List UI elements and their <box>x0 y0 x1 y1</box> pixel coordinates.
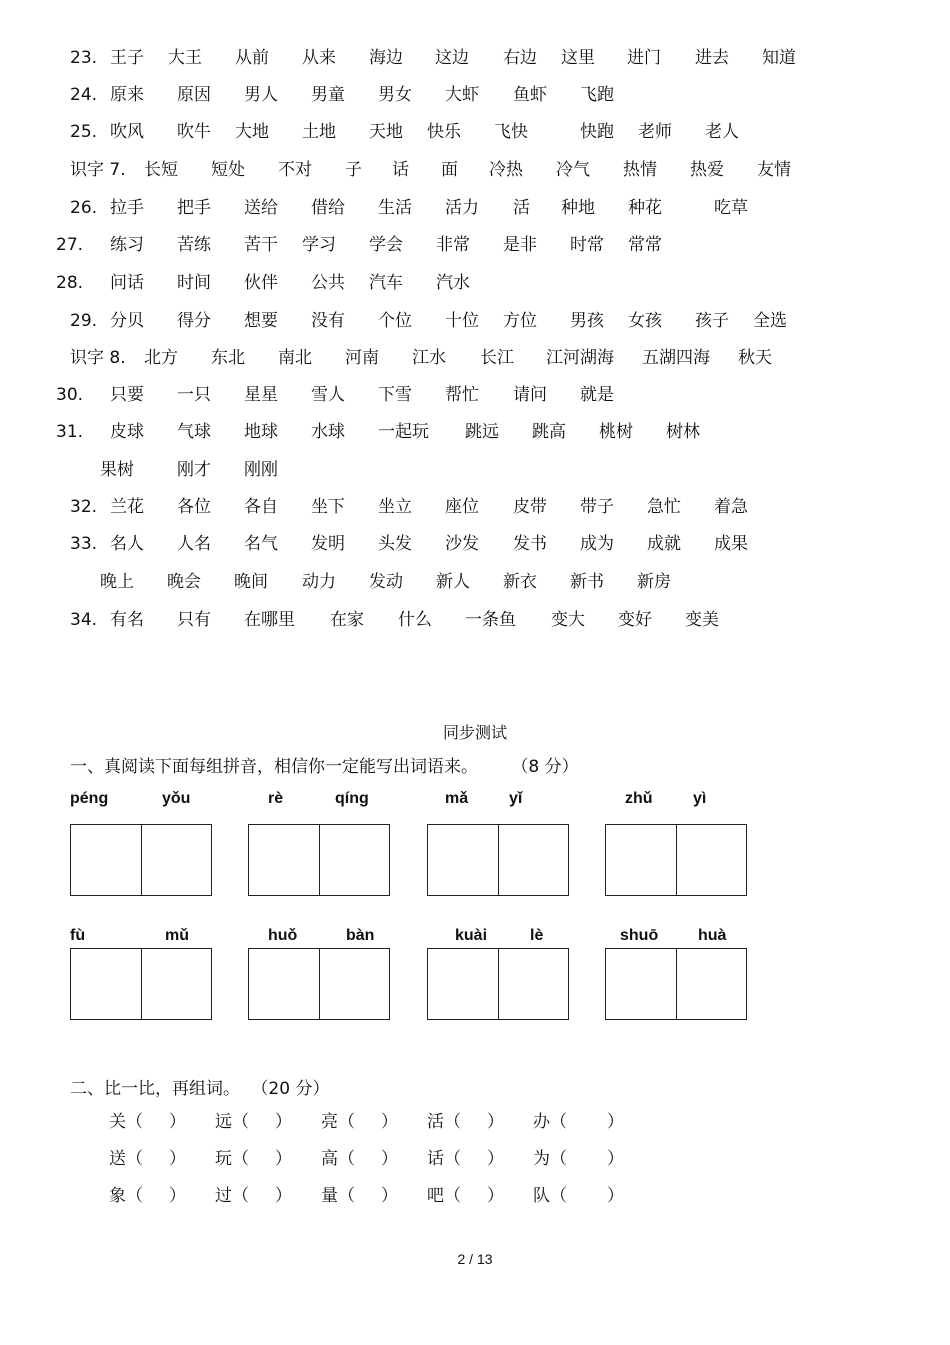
paren-open: （ <box>550 1112 567 1132</box>
paren-close: ） <box>275 1112 292 1132</box>
vocab-word: 飞跑 <box>580 85 614 105</box>
vocab-row-label: 31. <box>56 422 84 442</box>
vocab-word: 皮带 <box>513 497 547 517</box>
vocab-word: 女孩 <box>628 311 662 331</box>
writing-cell[interactable] <box>428 949 498 1019</box>
paren-open: （ <box>232 1186 249 1206</box>
vocab-word: 在家 <box>330 610 364 630</box>
vocab-word: 苦干 <box>244 235 278 255</box>
vocab-word: 从来 <box>302 48 336 68</box>
vocab-row-label: 29. <box>70 311 98 331</box>
vocab-word: 生活 <box>378 198 412 218</box>
vocab-word: 晚上 <box>100 572 134 592</box>
vocab-word: 快跑 <box>580 122 614 142</box>
paren-close: ） <box>169 1112 186 1132</box>
writing-box <box>605 948 747 1020</box>
vocab-word: 北方 <box>144 348 178 368</box>
writing-cell[interactable] <box>249 825 319 895</box>
vocab-word: 刚刚 <box>244 460 278 480</box>
vocab-row-r25 <box>0 120 950 144</box>
compare-item <box>109 1107 186 1132</box>
pinyin-syllable: péng <box>70 790 109 807</box>
vocab-row-label: 23. <box>70 48 98 68</box>
vocab-row-r23 <box>0 46 950 70</box>
vocab-word: 雪人 <box>311 385 345 405</box>
compare-item <box>109 1144 186 1169</box>
vocab-word: 活力 <box>445 198 479 218</box>
paren-close: ） <box>381 1186 398 1206</box>
vocab-word: 天地 <box>369 122 403 142</box>
vocab-word: 成为 <box>580 534 614 554</box>
vocab-word: 时常 <box>570 235 604 255</box>
vocab-row-label: 识字 7. <box>70 160 126 180</box>
vocab-word: 老人 <box>705 122 739 142</box>
paren-open: （ <box>550 1186 567 1206</box>
compare-char: 送 <box>109 1149 126 1169</box>
vocab-word: 汽水 <box>436 273 470 293</box>
writing-cell[interactable] <box>71 825 141 895</box>
paren-close: ） <box>169 1186 186 1206</box>
vocab-word: 这边 <box>435 48 469 68</box>
writing-cell[interactable] <box>677 949 747 1019</box>
vocab-row-r26 <box>0 196 950 220</box>
compare-item <box>321 1181 398 1206</box>
compare-item <box>321 1144 398 1169</box>
vocab-word: 常常 <box>628 235 662 255</box>
pinyin-syllable: mǎ <box>445 790 469 807</box>
vocab-word: 南北 <box>278 348 312 368</box>
vocab-word: 气球 <box>177 422 211 442</box>
writing-cell[interactable] <box>677 825 747 895</box>
vocab-word: 长短 <box>144 160 178 180</box>
vocab-word: 只要 <box>110 385 144 405</box>
paren-close: ） <box>487 1186 504 1206</box>
vocab-word: 男女 <box>378 85 412 105</box>
vocab-word: 得分 <box>177 311 211 331</box>
paren-open: （ <box>126 1149 143 1169</box>
compare-char: 量 <box>321 1186 338 1206</box>
question-1-text: 一、真阅读下面每组拼音，相信你一定能写出词语来。 <box>70 757 478 777</box>
vocab-word: 坐下 <box>311 497 345 517</box>
vocab-word: 送给 <box>244 198 278 218</box>
compare-char: 活 <box>427 1112 444 1132</box>
vocab-word: 右边 <box>503 48 537 68</box>
vocab-word: 名气 <box>244 534 278 554</box>
vocab-word: 名人 <box>110 534 144 554</box>
vocab-word: 只有 <box>177 610 211 630</box>
vocab-word: 变大 <box>551 610 585 630</box>
vocab-row-label: 34. <box>70 610 98 630</box>
paren-close: ） <box>607 1149 624 1169</box>
compare-char: 过 <box>215 1186 232 1206</box>
compare-item <box>427 1181 504 1206</box>
vocab-word: 就是 <box>580 385 614 405</box>
compare-item <box>427 1144 504 1169</box>
compare-item <box>427 1107 504 1132</box>
vocab-word: 江水 <box>412 348 446 368</box>
vocab-row-r34 <box>0 608 950 632</box>
paren-close: ） <box>607 1186 624 1206</box>
writing-cell[interactable] <box>606 825 676 895</box>
vocab-word: 发书 <box>513 534 547 554</box>
compare-char: 玩 <box>215 1149 232 1169</box>
vocab-row-label: 25. <box>70 122 98 142</box>
writing-cell[interactable] <box>320 949 390 1019</box>
vocab-word: 借给 <box>311 198 345 218</box>
compare-char: 话 <box>427 1149 444 1169</box>
vocab-word: 带子 <box>580 497 614 517</box>
vocab-word: 知道 <box>762 48 796 68</box>
writing-cell[interactable] <box>499 825 569 895</box>
vocab-word: 在哪里 <box>244 610 295 630</box>
vocab-word: 面 <box>441 160 458 180</box>
vocab-word: 皮球 <box>110 422 144 442</box>
vocab-word: 河南 <box>345 348 379 368</box>
vocab-row-rs8 <box>0 346 950 370</box>
compare-char: 为 <box>533 1149 550 1169</box>
vocab-word: 桃树 <box>599 422 633 442</box>
compare-char: 关 <box>109 1112 126 1132</box>
paren-close: ） <box>169 1149 186 1169</box>
compare-item <box>215 1107 292 1132</box>
pinyin-syllable: huǒ <box>268 927 298 944</box>
vocab-word: 吃草 <box>714 198 748 218</box>
vocab-word: 拉手 <box>110 198 144 218</box>
vocab-word: 公共 <box>311 273 345 293</box>
vocab-word: 晚间 <box>234 572 268 592</box>
vocab-word: 东北 <box>211 348 245 368</box>
question-2-text: 二、比一比，再组词。 <box>70 1079 240 1099</box>
vocab-word: 大地 <box>235 122 269 142</box>
vocab-word: 坐立 <box>378 497 412 517</box>
vocab-word: 江河湖海 <box>546 348 614 368</box>
writing-cell[interactable] <box>606 949 676 1019</box>
pinyin-syllable: yì <box>693 790 707 807</box>
vocab-word: 新书 <box>570 572 604 592</box>
vocab-word: 想要 <box>244 311 278 331</box>
vocab-word: 发动 <box>369 572 403 592</box>
compare-char: 办 <box>533 1112 550 1132</box>
question-2 <box>70 1074 329 1099</box>
vocab-row-r32 <box>0 495 950 519</box>
vocab-word: 苦练 <box>177 235 211 255</box>
vocab-row-label: 24. <box>70 85 98 105</box>
vocab-word: 有名 <box>110 610 144 630</box>
vocab-word: 男孩 <box>570 311 604 331</box>
vocab-word: 短处 <box>211 160 245 180</box>
pinyin-syllable: fù <box>70 927 86 944</box>
paren-open: （ <box>338 1149 355 1169</box>
vocab-row-r33 <box>0 532 950 556</box>
writing-box <box>605 824 747 896</box>
question-1-score: （8 分） <box>511 757 579 777</box>
vocab-word: 刚才 <box>177 460 211 480</box>
vocab-word: 吹牛 <box>177 122 211 142</box>
vocab-word: 大王 <box>168 48 202 68</box>
paren-close: ） <box>607 1112 624 1132</box>
writing-box <box>427 824 569 896</box>
writing-cell[interactable] <box>142 949 212 1019</box>
vocab-word: 兰花 <box>110 497 144 517</box>
vocab-word: 学习 <box>302 235 336 255</box>
vocab-word: 快乐 <box>427 122 461 142</box>
pinyin-syllable: bàn <box>346 927 375 944</box>
vocab-word: 汽车 <box>369 273 403 293</box>
vocab-word: 吹风 <box>110 122 144 142</box>
vocab-word: 老师 <box>638 122 672 142</box>
vocab-word: 伙伴 <box>244 273 278 293</box>
vocab-row-label: 27. <box>56 235 84 255</box>
pinyin-syllable: lè <box>530 927 544 944</box>
vocab-word: 一只 <box>177 385 211 405</box>
vocab-row-rs7 <box>0 158 950 182</box>
compare-char: 象 <box>109 1186 126 1206</box>
vocab-word: 鱼虾 <box>513 85 547 105</box>
compare-item <box>533 1181 624 1206</box>
vocab-row-r28 <box>0 271 950 295</box>
pinyin-syllable: qíng <box>335 790 369 807</box>
pinyin-syllable: shuō <box>620 927 659 944</box>
vocab-word: 不对 <box>278 160 312 180</box>
vocab-word: 子 <box>345 160 362 180</box>
vocab-word: 帮忙 <box>445 385 479 405</box>
vocab-word: 新衣 <box>503 572 537 592</box>
vocab-word: 变好 <box>618 610 652 630</box>
pinyin-syllable: rè <box>268 790 284 807</box>
vocab-word: 地球 <box>244 422 278 442</box>
writing-box <box>248 824 390 896</box>
vocab-word: 问话 <box>110 273 144 293</box>
writing-cell[interactable] <box>249 949 319 1019</box>
vocab-word: 成就 <box>647 534 681 554</box>
vocab-row-r31b <box>0 458 950 482</box>
paren-open: （ <box>338 1112 355 1132</box>
vocab-word: 下雪 <box>378 385 412 405</box>
paren-close: ） <box>381 1112 398 1132</box>
writing-box <box>70 824 212 896</box>
vocab-word: 沙发 <box>445 534 479 554</box>
vocab-word: 王子 <box>110 48 144 68</box>
paren-open: （ <box>444 1112 461 1132</box>
vocab-word: 原来 <box>110 85 144 105</box>
vocab-row-r29 <box>0 309 950 333</box>
compare-char: 亮 <box>321 1112 338 1132</box>
pinyin-syllable: yǐ <box>509 790 523 807</box>
paren-open: （ <box>444 1186 461 1206</box>
vocab-word: 各位 <box>177 497 211 517</box>
vocab-word: 是非 <box>503 235 537 255</box>
vocab-word: 从前 <box>235 48 269 68</box>
compare-char: 队 <box>533 1186 550 1206</box>
paren-open: （ <box>126 1112 143 1132</box>
pinyin-syllable: huà <box>698 927 727 944</box>
compare-char: 吧 <box>427 1186 444 1206</box>
paren-close: ） <box>487 1149 504 1169</box>
vocab-word: 座位 <box>445 497 479 517</box>
question-2-score: （20 分） <box>251 1079 330 1099</box>
vocab-row-label: 30. <box>56 385 84 405</box>
vocab-word: 活 <box>513 198 530 218</box>
vocab-word: 孩子 <box>695 311 729 331</box>
vocab-word: 飞快 <box>494 122 528 142</box>
vocab-word: 星星 <box>244 385 278 405</box>
vocab-word: 新人 <box>436 572 470 592</box>
vocab-word: 方位 <box>503 311 537 331</box>
vocab-word: 海边 <box>369 48 403 68</box>
vocab-row-label: 28. <box>56 273 84 293</box>
vocab-word: 全选 <box>753 311 787 331</box>
vocab-word: 时间 <box>177 273 211 293</box>
compare-item <box>215 1144 292 1169</box>
paren-open: （ <box>232 1149 249 1169</box>
vocab-word: 五湖四海 <box>642 348 710 368</box>
vocab-row-label: 32. <box>70 497 98 517</box>
vocab-word: 大虾 <box>445 85 479 105</box>
vocab-word: 新房 <box>637 572 671 592</box>
vocab-word: 热爱 <box>690 160 724 180</box>
paren-close: ） <box>381 1149 398 1169</box>
vocab-word: 冷气 <box>556 160 590 180</box>
paren-close: ） <box>487 1112 504 1132</box>
vocab-word: 个位 <box>378 311 412 331</box>
vocab-word: 种地 <box>561 198 595 218</box>
vocab-word: 男童 <box>311 85 345 105</box>
compare-item <box>215 1181 292 1206</box>
compare-char: 远 <box>215 1112 232 1132</box>
vocab-row-label: 26. <box>70 198 98 218</box>
vocab-word: 把手 <box>177 198 211 218</box>
vocab-word: 请问 <box>513 385 547 405</box>
pinyin-syllable: zhǔ <box>625 790 653 807</box>
vocab-word: 长江 <box>480 348 514 368</box>
vocab-word: 进门 <box>627 48 661 68</box>
pinyin-syllable: kuài <box>455 927 488 944</box>
compare-item <box>109 1181 186 1206</box>
vocab-word: 这里 <box>561 48 595 68</box>
vocab-word: 急忙 <box>647 497 681 517</box>
vocab-word: 晚会 <box>167 572 201 592</box>
pinyin-syllable: mǔ <box>165 927 189 944</box>
vocab-word: 话 <box>392 160 409 180</box>
writing-cell[interactable] <box>142 825 212 895</box>
vocab-word: 变美 <box>685 610 719 630</box>
vocab-row-label: 33. <box>70 534 98 554</box>
writing-box <box>248 948 390 1020</box>
vocab-word: 冷热 <box>489 160 523 180</box>
paren-close: ） <box>275 1149 292 1169</box>
vocab-word: 树林 <box>666 422 700 442</box>
vocab-word: 发明 <box>311 534 345 554</box>
vocab-word: 成果 <box>714 534 748 554</box>
paren-open: （ <box>126 1186 143 1206</box>
vocab-word: 没有 <box>311 311 345 331</box>
vocab-word: 动力 <box>302 572 336 592</box>
vocab-word: 一起玩 <box>378 422 429 442</box>
question-1 <box>70 752 579 777</box>
writing-cell[interactable] <box>320 825 390 895</box>
writing-cell[interactable] <box>428 825 498 895</box>
vocab-word: 一条鱼 <box>465 610 516 630</box>
vocab-word: 跳高 <box>532 422 566 442</box>
vocab-word: 着急 <box>714 497 748 517</box>
vocab-row-r30 <box>0 383 950 407</box>
vocab-row-r33b <box>0 570 950 594</box>
paren-open: （ <box>338 1186 355 1206</box>
vocab-word: 果树 <box>100 460 134 480</box>
paren-close: ） <box>275 1186 292 1206</box>
vocab-word: 分贝 <box>110 311 144 331</box>
vocab-word: 男人 <box>244 85 278 105</box>
vocab-word: 头发 <box>378 534 412 554</box>
vocab-row-r24 <box>0 83 950 107</box>
paren-open: （ <box>232 1112 249 1132</box>
vocab-word: 热情 <box>623 160 657 180</box>
vocab-word: 原因 <box>177 85 211 105</box>
vocab-word: 种花 <box>628 198 662 218</box>
vocab-word: 十位 <box>445 311 479 331</box>
vocab-row-r27 <box>0 233 950 257</box>
compare-item <box>321 1107 398 1132</box>
writing-box <box>427 948 569 1020</box>
compare-char: 高 <box>321 1149 338 1169</box>
writing-cell[interactable] <box>71 949 141 1019</box>
vocab-word: 人名 <box>177 534 211 554</box>
vocab-word: 什么 <box>398 610 432 630</box>
writing-cell[interactable] <box>499 949 569 1019</box>
vocab-word: 友情 <box>757 160 791 180</box>
compare-item <box>533 1107 624 1132</box>
vocab-word: 进去 <box>695 48 729 68</box>
vocab-word: 土地 <box>302 122 336 142</box>
paren-open: （ <box>550 1149 567 1169</box>
page-number: 2 / 13 <box>457 1251 493 1267</box>
vocab-word: 水球 <box>311 422 345 442</box>
writing-box <box>70 948 212 1020</box>
pinyin-syllable: yǒu <box>162 790 191 807</box>
vocab-word: 非常 <box>436 235 470 255</box>
vocab-word: 秋天 <box>738 348 772 368</box>
vocab-word: 跳远 <box>465 422 499 442</box>
section-title: 同步测试 <box>442 723 507 742</box>
vocab-word: 练习 <box>110 235 144 255</box>
paren-open: （ <box>444 1149 461 1169</box>
compare-item <box>533 1144 624 1169</box>
vocab-word: 各自 <box>244 497 278 517</box>
vocab-row-label: 识字 8. <box>70 348 126 368</box>
vocab-word: 学会 <box>369 235 403 255</box>
vocab-row-r31 <box>0 420 950 444</box>
